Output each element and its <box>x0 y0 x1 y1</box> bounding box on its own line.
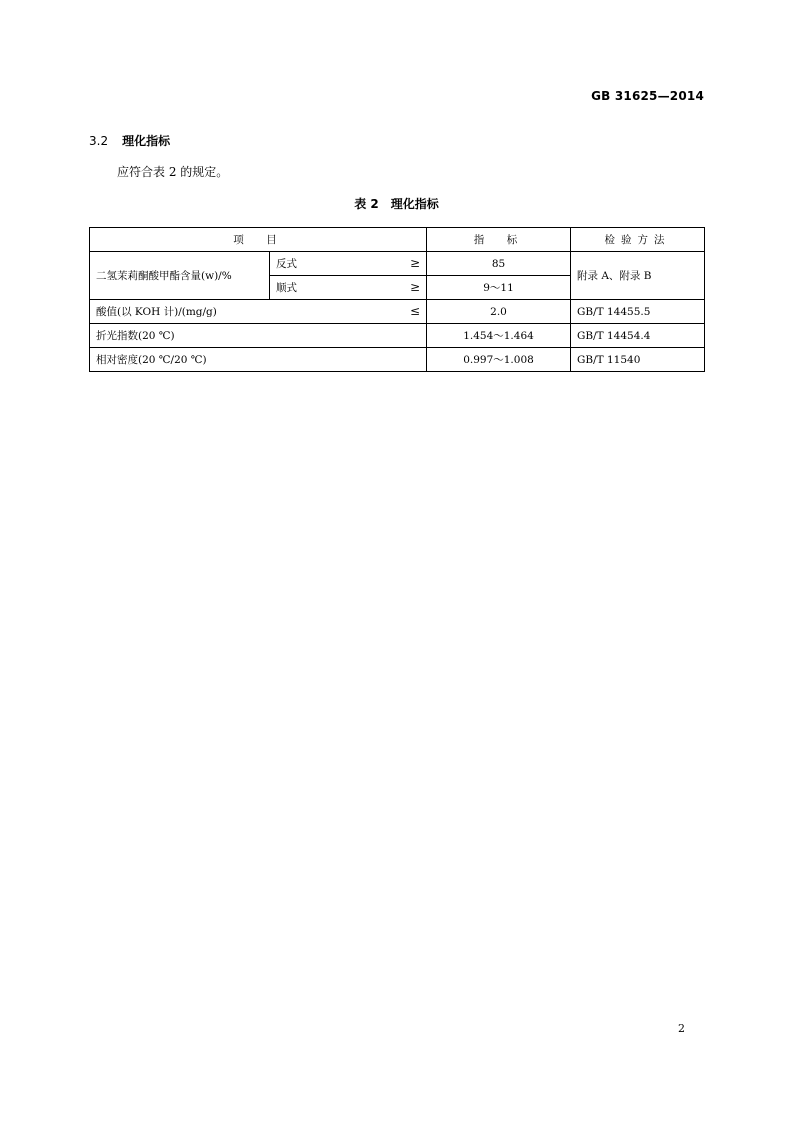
header-indicator: 指 标 <box>427 228 571 252</box>
table-row <box>90 324 705 348</box>
method-value: GB/T 11540 <box>571 348 705 372</box>
relation-symbol: ≤ <box>409 304 420 318</box>
row-item-relative-density: 相对密度(20 ℃/20 ℃) <box>90 348 427 372</box>
header-item: 项 目 <box>90 228 427 252</box>
indicator-value: 1.454～1.464 <box>427 324 571 348</box>
section-text: 应符合表 2 的规定。 <box>117 165 229 179</box>
specification-table <box>89 227 705 372</box>
table-caption-number: 表 2 <box>354 197 379 211</box>
section-number: 3.2 <box>89 134 109 148</box>
sub-item-label: 反式 <box>276 258 297 270</box>
method-value: GB/T 14455.5 <box>571 300 705 324</box>
row-item-content: 二氢茉莉酮酸甲酯含量(w)/% <box>90 252 270 300</box>
table-row <box>90 348 705 372</box>
row-item-refractive-index: 折光指数(20 ℃) <box>90 324 427 348</box>
method-value: GB/T 14454.4 <box>571 324 705 348</box>
table-row <box>90 252 705 276</box>
section-heading <box>89 132 170 149</box>
relation-symbol: ≥ <box>409 256 420 270</box>
table-header-row <box>90 228 705 252</box>
relation-symbol: ≥ <box>409 280 420 294</box>
table-caption-title: 理化指标 <box>390 197 439 211</box>
method-value: 附录 A、附录 B <box>571 252 705 300</box>
table-caption <box>0 195 793 212</box>
section-title: 理化指标 <box>122 134 171 148</box>
indicator-value: 0.997～1.008 <box>427 348 571 372</box>
indicator-value: 85 <box>427 252 571 276</box>
sub-item-label: 顺式 <box>276 282 297 294</box>
item-label: 酸值(以 KOH 计)/(mg/g) <box>96 306 217 318</box>
indicator-value: 2.0 <box>427 300 571 324</box>
table-row <box>90 300 705 324</box>
indicator-value: 9～11 <box>427 276 571 300</box>
sub-item-trans <box>270 252 427 276</box>
document-code: GB 31625—2014 <box>591 89 704 103</box>
page-number: 2 <box>678 1022 685 1035</box>
row-item-acid-value <box>90 300 427 324</box>
sub-item-cis <box>270 276 427 300</box>
header-method: 检验方法 <box>571 228 705 252</box>
